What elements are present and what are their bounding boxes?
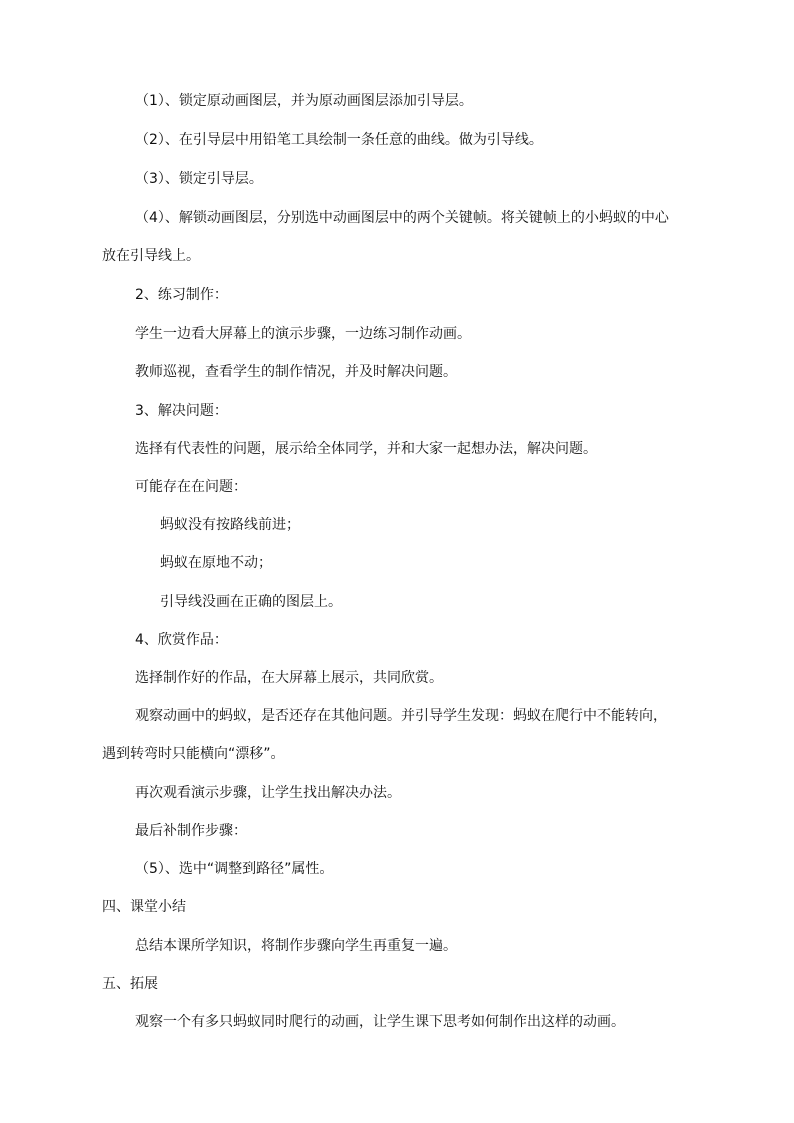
- review-line: 再次观看演示步骤，让学生找出解决办法。: [135, 785, 401, 801]
- problem-item-2: 蚂蚁在原地不动；: [160, 555, 272, 571]
- final-steps-heading: 最后补制作步骤：: [135, 823, 247, 839]
- possible-problems-heading: 可能存在在问题：: [135, 479, 247, 495]
- summary-line: 总结本课所学知识，将制作步骤向学生再重复一遍。: [135, 938, 457, 954]
- section-4-heading: 4、欣赏作品：: [135, 632, 228, 648]
- step-4-continuation-line: 放在引导线上。: [102, 248, 200, 264]
- step-2-line: （2）、在引导层中用铅笔工具绘制一条任意的曲线。做为引导线。: [135, 132, 543, 148]
- step-5-line: （5）、选中“调整到路径”属性。: [135, 861, 334, 877]
- step-4-line: （4）、解锁动画图层，分别选中动画图层中的两个关键帧。将关键帧上的小蚂蚁的中心: [135, 210, 669, 226]
- step-3-line: （3）、锁定引导层。: [135, 171, 263, 187]
- problem-item-1: 蚂蚁没有按路线前进；: [160, 517, 300, 533]
- problem-solving-line: 选择有代表性的问题，展示给全体同学，并和大家一起想办法，解决问题。: [135, 441, 597, 457]
- practice-line-1: 学生一边看大屏幕上的演示步骤，一边练习制作动画。: [135, 326, 471, 342]
- section-3-heading: 3、解决问题：: [135, 403, 228, 419]
- section-2-heading: 2、练习制作：: [135, 287, 228, 303]
- observation-continuation-line: 遇到转弯时只能横向“漂移”。: [102, 746, 285, 762]
- step-1-line: （1）、锁定原动画图层，并为原动画图层添加引导层。: [135, 93, 473, 109]
- extension-line: 观察一个有多只蚂蚁同时爬行的动画，让学生课下思考如何制作出这样的动画。: [135, 1014, 625, 1030]
- appreciation-line-1: 选择制作好的作品，在大屏幕上展示，共同欣赏。: [135, 670, 443, 686]
- extension-heading: 五、拓展: [102, 976, 158, 992]
- practice-line-2: 教师巡视，查看学生的制作情况，并及时解决问题。: [135, 364, 457, 380]
- problem-item-3: 引导线没画在正确的图层上。: [160, 594, 342, 610]
- observation-line: 观察动画中的蚂蚁，是否还存在其他问题。并引导学生发现：蚂蚁在爬行中不能转向，: [135, 708, 667, 724]
- summary-heading: 四、课堂小结: [102, 899, 186, 915]
